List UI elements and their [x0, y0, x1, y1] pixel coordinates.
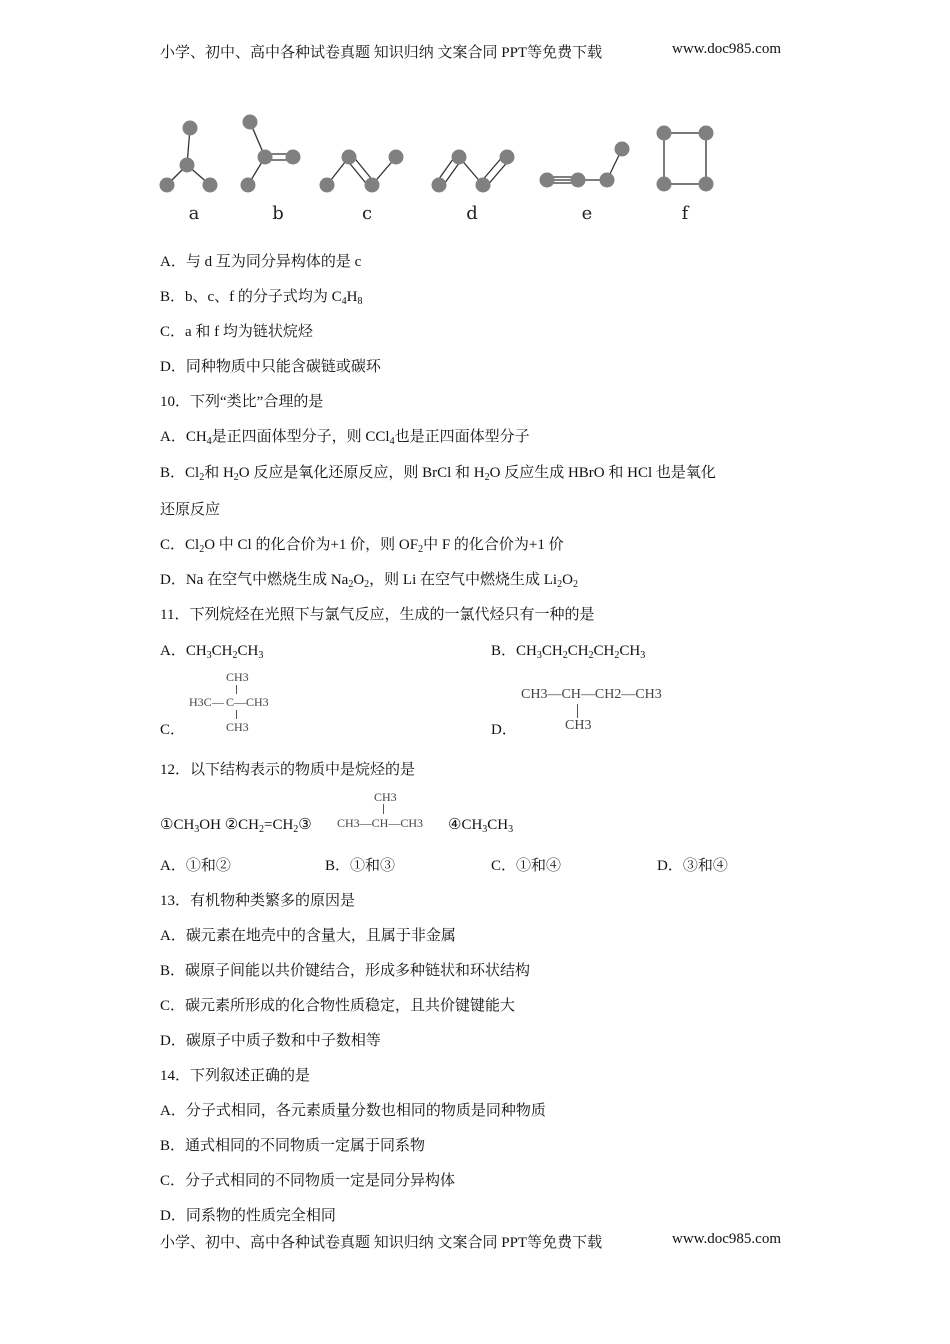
q10-option-a: A．$CH_4$是正四面体型分子，则 CCl$_4$也是正四面体型分子 [160, 429, 530, 447]
q10-option-d: D．Na 在空气中燃烧生成 $Na_2O_2$，则 Li 在空气中燃烧生成 $Li_2O_2$ [160, 572, 578, 590]
page-footer [160, 1231, 782, 1252]
q12-stem: 12．以下结构表示的物质中是烷烃的是 [160, 762, 416, 778]
q11-option-c: C． [160, 722, 186, 738]
q11-option-b: B．$CH_3CH_2CH_2CH_2CH_3$ [491, 643, 646, 661]
header-text: 小学、初中、高中各种试卷真题 知识归纳 文案合同 PPT等免费下载 [160, 45, 603, 61]
q13-option-a: A．碳元素在地壳中的含量大，且属于非金属 [160, 928, 456, 944]
label-e: e [581, 203, 593, 224]
q14-stem: 14．下列叙述正确的是 [160, 1068, 311, 1084]
q9-option-b: B．b、c、f 的分子式均为 $C_4H_8$ [160, 289, 363, 307]
q14-option-d: D．同系物的性质完全相同 [160, 1208, 336, 1224]
q9-option-d: D．同种物质中只能含碳链或碳环 [160, 359, 381, 375]
q10-option-b: B．$Cl_2$和 $H_2O$ 反应是氧化还原反应，则 BrCl 和 $H_2O$ 反应生成 HBrO 和 HCl 也是氧化 [160, 465, 716, 483]
label-c: c [361, 203, 373, 224]
q14-option-c: C．分子式相同的不同物质一定是同分异构体 [160, 1173, 456, 1189]
label-d: d [466, 203, 478, 224]
q13-stem: 13．有机物种类繁多的原因是 [160, 893, 356, 909]
q11-option-d: D． [491, 722, 517, 738]
footer-text: 小学、初中、高中各种试卷真题 知识归纳 文案合同 PPT等免费下载 [160, 1235, 603, 1251]
q11-option-a: A．$CH_3CH_2CH_3$ [160, 643, 264, 661]
q12-option-c: C．①和④ [491, 858, 562, 874]
q10-stem: 10．下列“类比”合理的是 [160, 394, 324, 410]
header-url[interactable]: www.doc985.com [672, 41, 782, 57]
q12-option-d: D．③和④ [657, 858, 728, 874]
q13-option-b: B．碳原子间能以共价键结合，形成多种链状和环状结构 [160, 963, 531, 979]
document-page: 小学、初中、高中各种试卷真题 知识归纳 文案合同 PPT等免费下载 www.doc985.com a b c d e f A．与 d 互为同分异构体的是 c B．b、c、f 的分子式均为 $C_4H_8$ C．a 和 f 均为链状烷烃 D．同种物质中只能含碳链或碳环 10．下列“类比”合理的是 A．$CH_4$是正四面体型分子，则 CCl$_4$也是正四面体型分子 B．$Cl_2$和 $H_2O$ 反应是氧化还原反应，则 BrCl 和 $H_2O$ 反应生成 HBrO 和 HCl 也是氧化 还原反应 C．$Cl_2O$ 中 Cl 的化合价为+1 价，则 $OF_2$中 F 的化合价为+1 价 D．Na 在空气中燃烧生成 $Na_2O_2$，则 Li 在空气中燃烧生成 $Li_2O_2$ 11．下列烷烃在光照下与氯气反应，生成的一氯代烃只有一种的是 A．$CH_3CH_2CH_3$ B．$CH_3CH_2CH_2CH_2CH_3$ C． CH3 H3C — C — CH3 CH3 D． CH3—CH—CH2—CH3 CH3 12．以下结构表示的物质中是烷烃的是 $①CH_3OH$ $②CH_2=CH_2③$ CH3 CH3—CH—CH3 $④CH_3CH_3$ A．①和② B．①和③ C．①和④ D．③和④ 13．有机物种类繁多的原因是 A．碳元素在地壳中的含量大，且属于非金属 B．碳原子间能以共价键结合，形成多种链状和环状结构 C．碳元素所形成的化合物性质稳定，且共价键键能大 D．碳原子中质子数和中子数相等 14．下列叙述正确的是 A．分子式相同，各元素质量分数也相同的物质是同种物质 B．通式相同的不同物质一定属于同系物 C．分子式相同的不同物质一定是同分异构体 D．同系物的性质完全相同 小学、初中、高中各种试卷真题 知识归纳 文案合同 PPT等免费下载 www.doc985.com [0, 0, 950, 1344]
q11-stem: 11．下列烷烃在光照下与氯气反应，生成的一氯代烃只有一种的是 [160, 607, 595, 623]
molecule-figure [0, 0, 950, 240]
q13-option-d: D．碳原子中质子数和中子数相等 [160, 1033, 381, 1049]
label-f: f [681, 203, 689, 224]
q12-option-a: A．①和② [160, 858, 231, 874]
label-b: b [272, 203, 284, 224]
q10-option-c: C．$Cl_2O$ 中 Cl 的化合价为+1 价，则 $OF_2$中 F 的化合价为+1 价 [160, 537, 564, 555]
q13-option-c: C．碳元素所形成的化合物性质稳定，且共价键键能大 [160, 998, 516, 1014]
label-a: a [188, 203, 200, 224]
q12-item4: $④CH_3CH_3$ [448, 817, 514, 835]
q10-option-b-continued: 还原反应 [160, 502, 221, 518]
atom-nodes [160, 115, 714, 193]
q12-items: $①CH_3OH$ $②CH_2=CH_2③$ [160, 817, 312, 835]
q9-option-c: C．a 和 f 均为链状烷烃 [160, 324, 313, 340]
q14-option-b: B．通式相同的不同物质一定属于同系物 [160, 1138, 426, 1154]
q14-option-a: A．分子式相同，各元素质量分数也相同的物质是同种物质 [160, 1103, 546, 1119]
q12-option-b: B．①和③ [325, 858, 396, 874]
q9-option-a: A．与 d 互为同分异构体的是 c [160, 254, 362, 270]
footer-url[interactable]: www.doc985.com [672, 1231, 782, 1247]
